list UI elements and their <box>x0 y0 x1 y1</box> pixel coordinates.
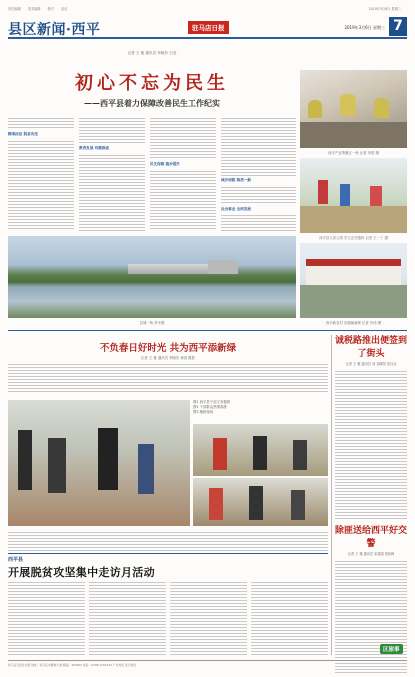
page-footer: 驻马店日报社出版 地址：驻马店市解放大道 邮编：463000 电话：0396-2701234 广告热线 发行热线 <box>8 660 407 670</box>
bottom-column-4 <box>251 580 328 656</box>
section-stamp: 区旅事 <box>380 644 403 654</box>
side-story-2-title: 除匪送给西平好交警 <box>335 526 408 549</box>
lead-column-3 <box>150 116 216 231</box>
lead-subtitle: ——西平县着力保障改善民生工作纪实 <box>84 98 220 108</box>
lead-byline: 记者 王 雅 通讯员 李晓东 石莹 <box>127 51 177 55</box>
factory-workers-photo <box>300 70 407 148</box>
lead-title: 初心不忘为民生 <box>75 73 229 94</box>
band-caption-2: 图2 干部群众热情高涨 <box>193 405 227 409</box>
bottom-column-2 <box>89 580 166 656</box>
lead-subhead-5: 社会事业 全面发展 <box>221 206 252 211</box>
bottom-title: 开展脱贫攻坚集中走访月活动 <box>8 566 155 579</box>
meta-proof: 校对 <box>47 7 54 11</box>
panorama-caption: 县城一角 李丰摄 <box>139 321 165 325</box>
lead-column-4 <box>221 116 296 231</box>
band-captions <box>193 400 248 420</box>
lake-panorama-photo <box>8 236 296 318</box>
meta-editor: 责任编辑 <box>8 7 21 11</box>
band-caption-3: 图3 植树现场 <box>193 410 214 414</box>
section-divider <box>8 330 407 331</box>
band-byline: 记者 王 雅 通讯员 李晓东 徐春 摄影 <box>141 356 195 360</box>
side-story-2-body <box>335 559 407 674</box>
bottom-divider <box>8 553 328 554</box>
band-text-bottom <box>8 530 328 552</box>
newspaper-logo: 驻马店日报 <box>188 21 229 34</box>
masthead <box>8 17 407 39</box>
lead-subhead-4: 城乡面貌 焕然一新 <box>221 178 252 182</box>
meta-date: 2019年3月6日 星期三 <box>368 7 401 11</box>
meta-phone: 电话 <box>60 7 68 11</box>
side-story-1-title: 诚税路推出便签到了街头 <box>335 336 408 359</box>
masthead-meta <box>8 6 407 16</box>
band-title: 不负春日好时光 共为西平添新绿 <box>99 343 237 354</box>
bottom-column-1 <box>8 580 85 656</box>
side-story-2-byline: 记者 王 雅 通讯员 宋超超 梁如梅 <box>347 552 395 556</box>
tree-planting-photo-1 <box>8 400 190 526</box>
lead-headline <box>8 69 296 109</box>
right-caption-3: 西平新农村 旧貌换新颜 记者 肖伟 摄 <box>325 321 382 325</box>
tree-planting-photo-2 <box>193 424 328 476</box>
side-story-1-body <box>335 369 407 519</box>
lead-subhead-2: 教育发展 均衡推进 <box>79 146 110 150</box>
side-story-1-byline: 记者 王 雅 通讯员 刘 刘晓阳 刘兵兵 <box>345 362 397 366</box>
park-children-photo <box>300 158 407 233</box>
right-caption-1: 西平产业集聚区一角 记者 李国 摄 <box>328 151 379 155</box>
tree-planting-photo-3 <box>193 478 328 526</box>
right-caption-2: 西平县人民公园 学生正在嬉戏 记者 王一丁 摄 <box>319 236 388 240</box>
meta-art-editor: 美术编辑 <box>27 7 41 11</box>
lead-column-2 <box>79 116 145 231</box>
page-number: 7 <box>389 17 407 36</box>
lead-column-1 <box>8 116 74 231</box>
issue-date: 2019年3月6日 星期三 <box>344 25 385 30</box>
section-name: 县区新闻·西平 <box>8 22 101 38</box>
lead-subhead-1: 精准扶贫 脱贫攻坚 <box>8 132 39 136</box>
lead-subhead-3: 民生保障 稳步提升 <box>150 162 181 166</box>
band-caption-1: 图1 西平县干部义务植树 <box>193 400 231 404</box>
band-text <box>8 362 328 394</box>
bottom-column-3 <box>170 580 247 656</box>
new-village-photo <box>300 243 407 318</box>
side-stories <box>335 333 407 641</box>
side-divider <box>331 335 332 655</box>
bottom-section-label: 西平县 <box>8 557 24 563</box>
